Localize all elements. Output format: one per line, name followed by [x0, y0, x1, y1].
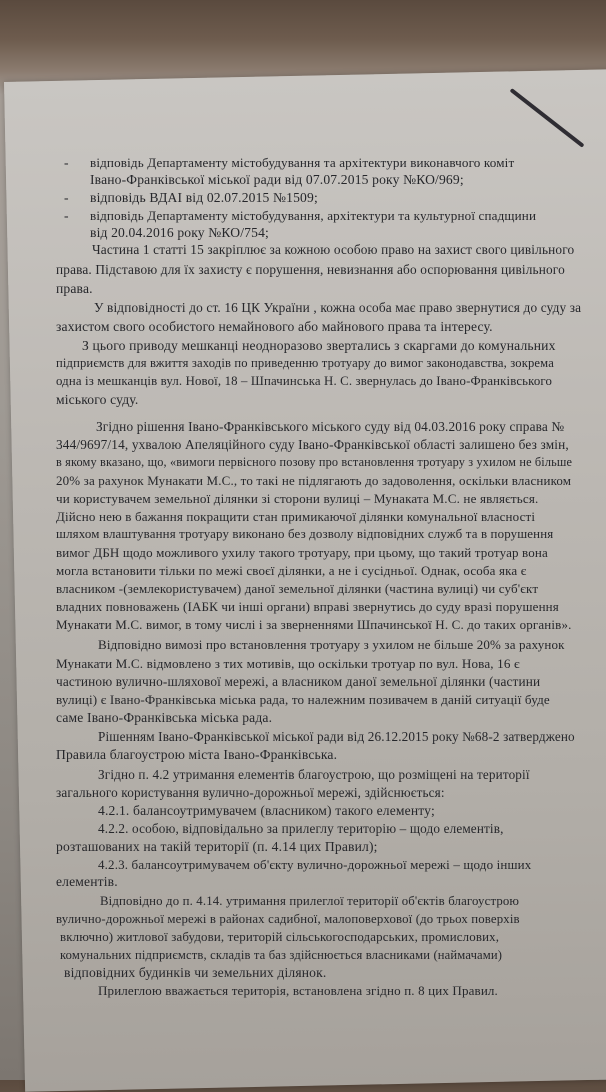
bullet-dash: - — [64, 190, 69, 205]
text-line: відповідь Департаменту містобудування, архітектури та культурної спадщини — [90, 208, 537, 223]
text-line: вулиці) є Івано-Франківська міська рада, то належним позивачем в даній ситуації буде — [56, 692, 550, 707]
text-line: Відповідно до п. 4.14. утримання прилеглої території об'єктів благоустрою — [100, 894, 520, 908]
text-line: елементів. — [56, 874, 118, 889]
text-line: У відповідності до ст. 16 ЦК України , кожна особа має право звернутися до суду за — [94, 300, 582, 315]
text-line: відповідних будинків чи земельних ділянок. — [64, 965, 327, 980]
text-line: Частина 1 статті 15 закріплює за кожною особою право на захист свого цивільного — [92, 242, 575, 257]
text-line: одна із мешканців вул. Нової, 18 – Шпачинська Н. С. звернулась до Івано-Франківського — [56, 374, 553, 388]
text-line: саме Івано-Франківська міська рада. — [56, 710, 273, 725]
text-line: Івано-Франківської міської ради від 07.07.2015 року №КО/969; — [90, 172, 464, 187]
text-line: комунальних підприємств, складів та баз здійснюється власниками (наймачами) — [60, 948, 503, 962]
text-line: Прилеглою вважається територія, встановлена згідно п. 8 цих Правил. — [98, 983, 498, 998]
text-line: права. Підставою для їх захисту є порушення, невизнання або оспорювання цивільного — [56, 262, 565, 277]
text-line: підприємств для вжиття заходів по приведенню тротуару до вимог законодавства, зокрема — [56, 356, 554, 370]
text-line: права. — [56, 281, 93, 296]
text-line: включно) житлової забудови, територій сільськогосподарських, промислових, — [60, 930, 500, 944]
text-line: частиною вулично-шляхової мережі, а власником даної земельної ділянки (частини — [56, 674, 541, 689]
text-line: відповідь Департаменту містобудування та архітектури виконавчого коміт — [90, 155, 515, 170]
text-line: владних повноважень (ІАБК чи інші органи) вправі звернутись до суду вразі порушення — [56, 599, 559, 614]
bullet-dash: - — [64, 155, 69, 170]
text-line: шляхом влаштування тротуару виконано без дозволу відповідних служб та в порушення — [56, 527, 554, 541]
text-line: могла встановити тільки по межі своєї ділянки, а не і сусідньої. Однак, особа яка є — [56, 563, 527, 578]
text-line: З цього приводу мешканці неодноразово звертались з скаргами до комунальних — [82, 338, 556, 353]
text-line: Правила благоустрою міста Івано-Франківська. — [56, 747, 338, 762]
text-line: Мунакати М.С. відмовлено з тих мотивів, що оскільки тротуар по вул. Нова, 16 є — [56, 656, 520, 671]
text-line: 344/9697/14, ухвалою Апеляційного суду Івано-Франківської області залишено без змін, — [56, 437, 569, 452]
text-line: Згідно п. 4.2 утримання елементів благоустрою, що розміщені на території — [98, 767, 530, 782]
text-line: відповідь ВДАІ від 02.07.2015 №1509; — [90, 190, 318, 205]
text-line: в якому вказано, що, «вимоги первісного позову про встановлення тротуару з ухилом не більше — [56, 455, 573, 469]
text-line: Відповідно вимозі про встановлення тротуару з ухилом не більше 20% за рахунок — [98, 637, 565, 652]
text-line: Дійсно нею в бажання покращити стан примикаючої ділянки комунальної власності — [56, 509, 536, 524]
text-line: 20% за рахунок Мунакати М.С., то такі не підлягають до задоволення, оскільки власником — [56, 473, 572, 488]
text-line: міського суду. — [56, 392, 139, 407]
text-line: Мунакати М.С. вимог, в тому числі і за зверненнями Шпачинської Н. С. до таких органів». — [56, 617, 572, 632]
text-line: Рішенням Івано-Франківської міської ради від 26.12.2015 року №68-2 затверджено — [98, 729, 575, 744]
text-line: чи користувачем земельної ділянки зі сторони вулиці – Мунаката М.С. не являється. — [56, 491, 539, 506]
text-line: власником -(землекористувачем) даної земельної ділянки (частина вулиці) чи суб'єкт — [56, 581, 539, 596]
bullet-dash: - — [64, 208, 69, 223]
text-line: вимог ДБН щодо можливого ухилу такого тротуару, при цьому, що такий тротуар вона — [56, 545, 548, 560]
text-line: 4.2.1. балансоутримувачем (власником) такого елементу; — [98, 803, 435, 818]
text-line: Згідно рішення Івано-Франківського міського суду від 04.03.2016 року справа № — [96, 419, 565, 434]
text-line: від 20.04.2016 року №КО/754; — [90, 225, 269, 240]
text-line: вулично-дорожньої мережі в районах садибної, малоповерхової (до трьох поверхів — [56, 912, 520, 926]
text-line: 4.2.2. особою, відповідально за прилеглу територію – щодо елементів, — [98, 821, 504, 836]
text-line: 4.2.3. балансоутримувачем об'єкту вулично-дорожньої мережі – щодо інших — [98, 857, 532, 872]
text-line: розташованих на такій території (п. 4.14 цих Правил); — [56, 839, 378, 854]
text-line: загального користування вулично-дорожньої мережі, здійснюється: — [56, 785, 445, 800]
text-line: захистом свого особистого немайнового або майнового права та інтересу. — [56, 319, 493, 334]
